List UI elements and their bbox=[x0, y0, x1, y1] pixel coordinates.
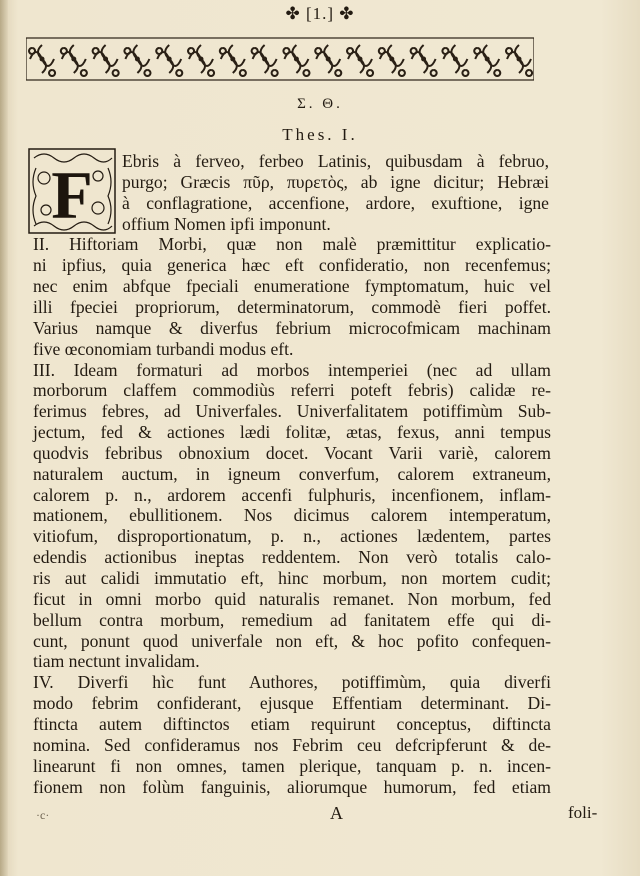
ornament-dot bbox=[40, 57, 45, 62]
text-line: naturalem auctum, in igneum converfum, calorem extraneum, bbox=[33, 463, 551, 484]
ornament-dot bbox=[421, 57, 426, 62]
text-line: tiam nectunt invalidam. bbox=[33, 651, 200, 672]
text-line: calorem p. n., ardorem accenfi fulphuris, incenfionem, inflam- bbox=[33, 484, 551, 505]
text-line: offium Nomen ipfi imponunt. bbox=[122, 213, 331, 234]
text-line: III. Ideam formaturi ad morbos intemperiei (nec ad ullam bbox=[33, 359, 551, 380]
text-line: linearunt fi non omnes, tamen plerique, tanquam p. n. incen- bbox=[33, 755, 551, 776]
ornament-dot bbox=[517, 57, 522, 62]
text-line: quodvis febribus obnoxium docet. Vocant Varii variè, calorem bbox=[33, 442, 551, 463]
ornament-dot bbox=[199, 57, 204, 62]
text-line: jectum, fed & actiones lædi folitæ, ætas, fexus, anni tempus bbox=[33, 422, 551, 443]
text-line: mationem, ebullitionem. Nos dicimus calorem intemperatum, bbox=[33, 505, 551, 526]
text-line: bellum contra morbum, remedium ad fanitatem effe qui di- bbox=[33, 609, 551, 630]
svg-text:F: F bbox=[51, 157, 93, 233]
text-line: fionem non folùm fanguinis, aliorumque humorum, fed etiam bbox=[33, 776, 551, 797]
text-line: edendis actionibus ineptas reddentem. Non verò totalis calo- bbox=[33, 547, 551, 568]
text-line: ftincta autem diftinctos etiam requirunt conceptus, diftincta bbox=[33, 713, 551, 734]
ornament-dot bbox=[262, 57, 267, 62]
ornament-dot bbox=[71, 57, 76, 62]
text-line: ris aut calidi immutatio eft, hinc morbum, non mortem cudit; bbox=[33, 568, 551, 588]
text-line: illi fpeciei propriorum, determinatorum, commodè fieri poffet. bbox=[33, 296, 551, 317]
decorated-initial-f bbox=[28, 148, 116, 234]
ornament-dot bbox=[389, 57, 394, 62]
header-ornament-right: ✤ bbox=[339, 4, 355, 23]
text-line: modo febrim confiderant, ejusque Effentiam determinant. Di- bbox=[33, 693, 551, 714]
ornament-dot bbox=[230, 57, 235, 62]
text-line: cunt, ponunt quod univerfale non eft, & hoc pofito confequen- bbox=[33, 630, 551, 651]
text-line: nomina. Sed confideramus nos Febrim ceu defcripferunt & de- bbox=[33, 734, 551, 755]
text-line: Ebris à ferveo, ferbeo Latinis, quibusdam à februo, bbox=[122, 151, 549, 171]
text-line: vitiofum, disproportionatum, p. n., actiones lædentem, partes bbox=[33, 526, 551, 547]
page-number: [1.] bbox=[305, 4, 335, 23]
ornament-dot bbox=[167, 57, 172, 62]
catchword: foli- bbox=[568, 803, 598, 822]
text-line: ferimus febres, ad Univerfales. Univerfalitatem potiffimùm Sub- bbox=[33, 401, 551, 422]
ornament-dot bbox=[294, 57, 299, 62]
printer-mark: ·c· bbox=[36, 808, 50, 822]
ornament-dot bbox=[103, 57, 108, 62]
ornament-dot bbox=[326, 57, 331, 62]
text-line: five œconomiam turbandi modus eft. bbox=[33, 338, 294, 359]
text-line: nec enim abfque fpeciali enumeratione fymptomatum, huic vel bbox=[33, 276, 551, 297]
ornament-dot bbox=[135, 57, 140, 62]
signature-mark: A bbox=[330, 803, 343, 823]
text-line: morborum claffem commodiùs referri poteft febris) calidæ re- bbox=[33, 380, 551, 401]
text-line: à conflagratione, accenfione, ardore, exuftione, igne bbox=[122, 192, 549, 213]
text-line: purgo; Græcis πῦρ, πυρετὸς, ab igne dicitur; Hebræi bbox=[122, 171, 549, 192]
section-mark: Σ. Θ. bbox=[297, 96, 343, 112]
header-ornament-left: ✤ bbox=[285, 4, 306, 23]
text-line: ficut in omni morbo quid naturalis remanet. Non morbum, fed bbox=[33, 588, 551, 609]
text-line: IV. Diverfi hìc funt Authores, potiffimùm, quia diverfi bbox=[33, 672, 551, 693]
text-line: Varius namque & diverfus febrium microcofmicam machinam bbox=[33, 317, 551, 338]
thesis-title: Thes. I. bbox=[282, 125, 358, 144]
decorative-headpiece-band bbox=[26, 36, 534, 82]
ornament-dot bbox=[358, 57, 363, 62]
text-line: II. Hiftoriam Morbi, quæ non malè præmittitur explicatio- bbox=[33, 234, 551, 255]
page-header bbox=[0, 4, 640, 24]
ornament-dot bbox=[453, 57, 458, 62]
text-line: ni ipfius, quia generica hæc eft confideratio, non recenfemus; bbox=[33, 255, 551, 276]
ornament-dot bbox=[485, 57, 490, 62]
